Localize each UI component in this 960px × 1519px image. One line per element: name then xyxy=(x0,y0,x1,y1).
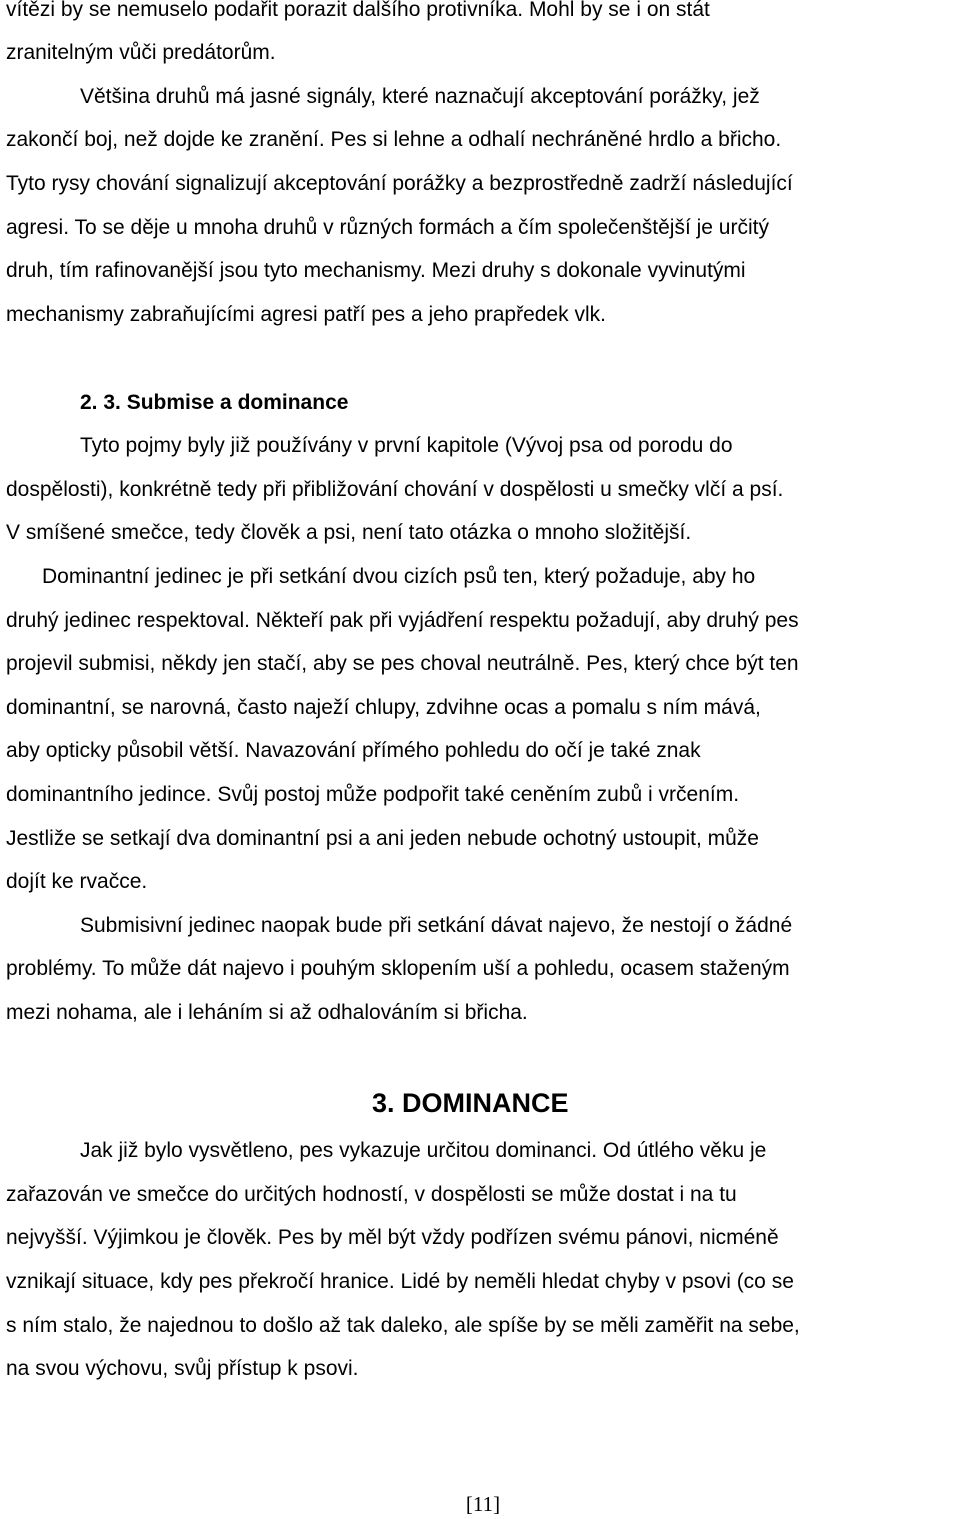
text-line: na svou výchovu, svůj přístup k psovi. xyxy=(6,1357,359,1380)
text-line: Submisivní jedinec naopak bude při setkání dávat najevo, že nestojí o žádné xyxy=(80,914,793,937)
text-line: Tyto pojmy byly již používány v první kapitole (Vývoj psa od porodu do xyxy=(80,434,733,457)
section-heading: 2. 3. Submise a dominance xyxy=(80,391,349,414)
text-line: dospělosti), konkrétně tedy při přibližování chování v dospělosti u smečky vlčí a psí. xyxy=(6,478,784,501)
text-line: agresi. To se děje u mnoha druhů v různých formách a čím společenštější je určitý xyxy=(6,216,769,239)
text-line: Jak již bylo vysvětleno, pes vykazuje určitou dominanci. Od útlého věku je xyxy=(80,1139,767,1162)
text-line: s ním stalo, že najednou to došlo až tak daleko, ale spíše by se měli zaměřit na sebe, xyxy=(6,1314,800,1337)
text-line: Většina druhů má jasné signály, které naznačují akceptování porážky, jež xyxy=(80,85,760,108)
page-number: [11] xyxy=(465,1492,501,1516)
text-line: druhý jedinec respektoval. Někteří pak při vyjádření respektu požadují, aby druhý pes xyxy=(6,609,799,632)
text-line: dominantní, se narovná, často naježí chlupy, zdvihne ocas a pomalu s ním mává, xyxy=(6,696,761,719)
text-line: Jestliže se setkají dva dominantní psi a ani jeden nebude ochotný ustoupit, může xyxy=(6,827,759,850)
text-line: V smíšené smečce, tedy člověk a psi, není tato otázka o mnoho složitější. xyxy=(6,521,692,544)
text-line: aby opticky působil větší. Navazování přímého pohledu do očí je také znak xyxy=(6,739,701,762)
text-line: mechanismy zabraňujícími agresi patří pes a jeho prapředek vlk. xyxy=(6,303,606,326)
text-line: Tyto rysy chování signalizují akceptování porážky a bezprostředně zadrží následující xyxy=(6,172,793,195)
text-line: vítězi by se nemuselo podařit porazit dalšího protivníka. Mohl by se i on stát xyxy=(6,0,710,21)
text-line: mezi nohama, ale i leháním si až odhalováním si břicha. xyxy=(6,1001,528,1024)
text-line: projevil submisi, někdy jen stačí, aby se pes choval neutrálně. Pes, který chce být ten xyxy=(6,652,799,675)
text-line: zranitelným vůči predátorům. xyxy=(6,41,276,64)
text-line: dominantního jedince. Svůj postoj může podpořit také ceněním zubů i vrčením. xyxy=(6,783,740,806)
text-line: problémy. To může dát najevo i pouhým sklopením uší a pohledu, ocasem staženým xyxy=(6,957,790,980)
text-line: vznikají situace, kdy pes překročí hranice. Lidé by neměli hledat chyby v psovi (co se xyxy=(6,1270,794,1293)
text-line: zařazován ve smečce do určitých hodností, v dospělosti se může dostat i na tu xyxy=(6,1183,737,1206)
text-line: zakončí boj, než dojde ke zranění. Pes si lehne a odhalí nechráněné hrdlo a břicho. xyxy=(6,128,782,151)
text-line: nejvyšší. Výjimkou je člověk. Pes by měl být vždy podřízen svému pánovi, nicméně xyxy=(6,1226,779,1249)
text-line: dojít ke rvačce. xyxy=(6,870,148,893)
chapter-heading: 3. DOMINANCE xyxy=(372,1088,569,1118)
text-line: Dominantní jedinec je při setkání dvou cizích psů ten, který požaduje, aby ho xyxy=(42,565,756,588)
text-line: druh, tím rafinovanější jsou tyto mechanismy. Mezi druhy s dokonale vyvinutými xyxy=(6,259,746,282)
